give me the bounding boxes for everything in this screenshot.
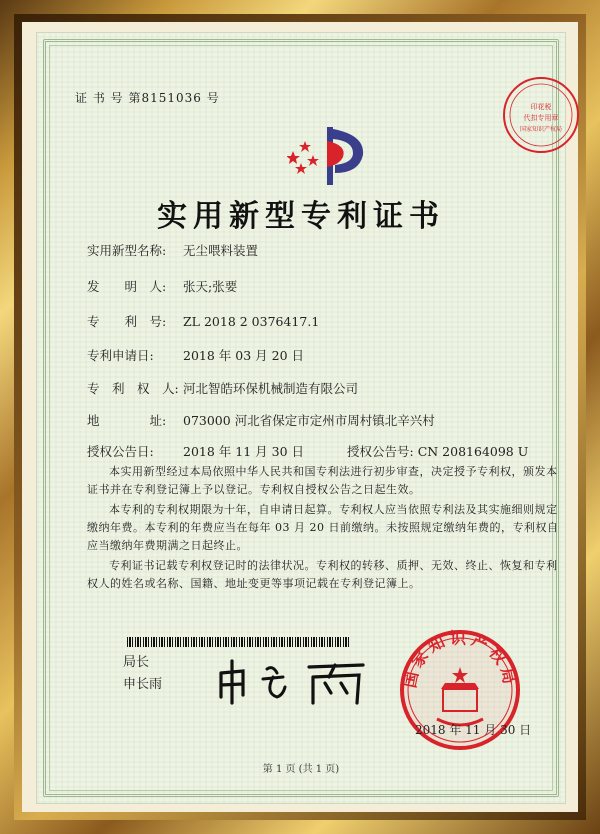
field-inventor bbox=[87, 277, 237, 295]
tax-stamp-icon bbox=[501, 73, 581, 157]
seal-arc-text: 国家知识产权局 bbox=[400, 628, 520, 690]
field-label: 实用新型名称: bbox=[87, 243, 167, 258]
field-value: CN 208164098 U bbox=[417, 444, 529, 459]
field-value: 2018 年 11 月 30 日 bbox=[183, 444, 304, 459]
tax-stamp-line-1: 印花税 bbox=[530, 103, 552, 111]
certificate-number: 证 书 号 第8151036 号 bbox=[75, 91, 220, 105]
field-value: 073000 河北省保定市定州市周村镇北辛兴村 bbox=[183, 413, 435, 428]
field-address bbox=[87, 411, 435, 429]
field-announce-date bbox=[87, 442, 304, 460]
field-label: 发 明 人: bbox=[87, 279, 167, 294]
field-label: 专利申请日: bbox=[87, 348, 154, 363]
paragraph-legal-status: 专利证书记载专利权登记时的法律状况。专利权的转移、质押、无效、终止、恢复和专利权人的姓名或名称、国籍、地址变更等事项记载在专利登记簿上。 bbox=[87, 559, 558, 590]
field-label: 地 址: bbox=[87, 413, 167, 428]
field-announce-number bbox=[347, 442, 528, 460]
director-name: 申长雨 bbox=[123, 677, 163, 692]
field-value: 无尘喂料装置 bbox=[183, 243, 259, 258]
certificate-title: 实用新型专利证书 bbox=[157, 199, 445, 234]
field-label: 专 利 权 人: bbox=[87, 381, 179, 396]
certificate-paper bbox=[36, 32, 566, 804]
field-label: 授权公告日: bbox=[87, 444, 154, 459]
field-label: 专 利 号: bbox=[87, 314, 167, 329]
field-utility-model-name bbox=[87, 241, 258, 259]
director-title: 局长 bbox=[123, 655, 150, 670]
field-value: 2018 年 03 月 20 日 bbox=[183, 348, 304, 363]
paragraph-term: 本专利的专利权期限为十年，自申请日起算。专利权人应当依照专利法及其实施细则规定缴纳年费。本专利的年费应当在每年 03 月 20 日前缴纳。未按照规定缴纳年费的，专利权自应当缴纳年费期满之日起终止。 bbox=[87, 503, 559, 552]
field-value: 河北智皓环保机械制造有限公司 bbox=[183, 381, 359, 396]
field-value: 张天;张要 bbox=[183, 279, 238, 294]
field-value: ZL 2018 2 0376417.1 bbox=[183, 314, 320, 329]
director-signature-icon bbox=[213, 657, 381, 707]
page-number: 第 1 页 (共 1 页) bbox=[262, 764, 340, 775]
barcode bbox=[127, 637, 349, 647]
tax-stamp-line-3: 国家知识产权局 bbox=[519, 126, 563, 133]
cnipa-logo-icon bbox=[287, 121, 377, 191]
paragraph-grant: 本实用新型经过本局依照中华人民共和国专利法进行初步审查，决定授予专利权，颁发本证书并在专利登记簿上予以登记。专利权自授权公告之日起生效。 bbox=[87, 465, 558, 496]
field-application-date bbox=[87, 346, 304, 364]
field-label: 授权公告号: bbox=[347, 444, 414, 459]
tax-stamp-line-2: 代扣专用章 bbox=[523, 114, 559, 122]
seal-date: 2018 年 11 月 30 日 bbox=[415, 723, 532, 737]
field-patentee bbox=[87, 379, 358, 397]
field-patent-number bbox=[87, 312, 319, 330]
